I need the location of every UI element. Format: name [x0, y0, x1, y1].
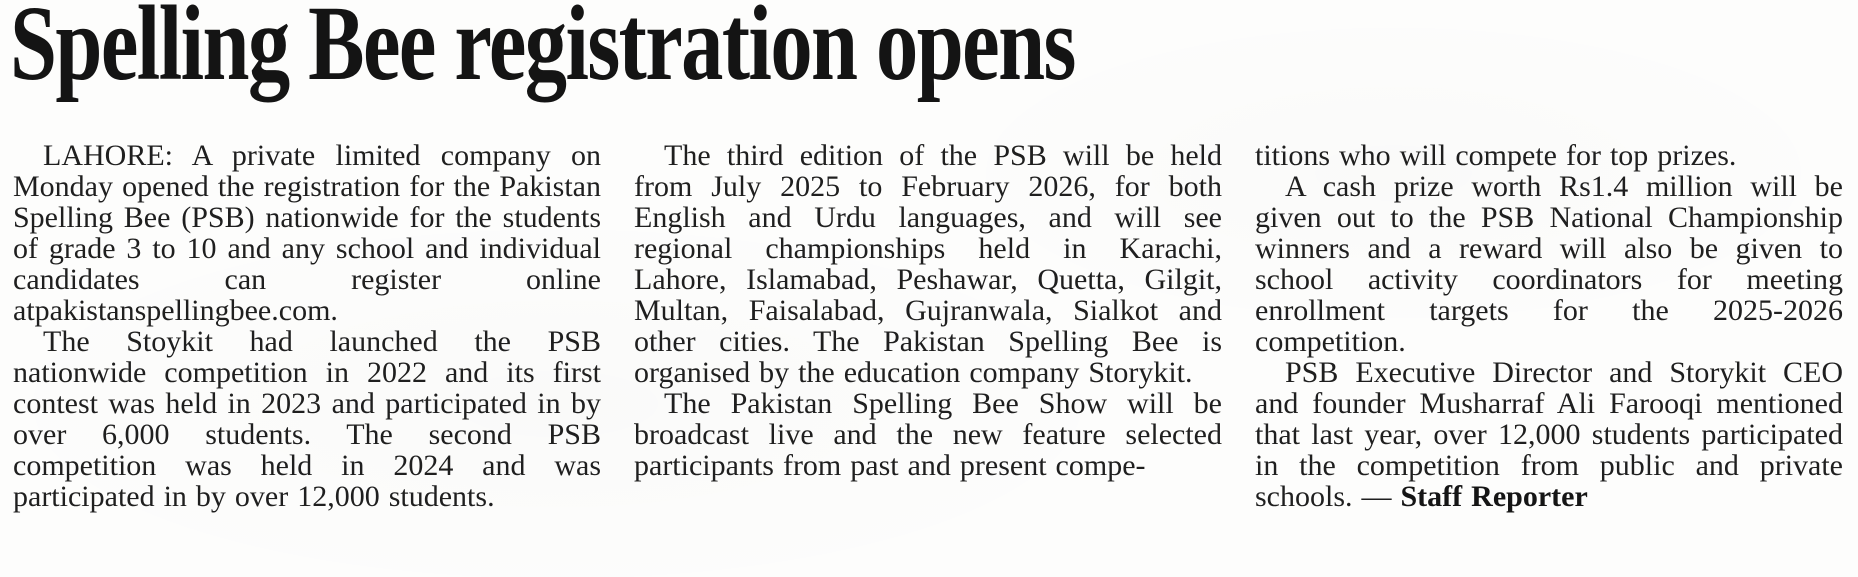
article-columns — [13, 140, 1843, 512]
article-column-3 — [1255, 140, 1843, 512]
article-paragraph: titions who will compete for top prizes. — [1255, 139, 1737, 172]
article-paragraph: LAHORE: A private limited company on Monday opened the registration for the Pakistan Spelling Bee (PSB) nationwide for the students of grade 3 to 10 and any school and individual candidates can register online atpakistanspellingbee.com. — [13, 139, 601, 327]
article-paragraph: PSB Executive Director and Storykit CEO and founder Musharraf Ali Farooqi mentioned that last year, over 12,000 students participated in the competition from public and private schools. — Staff Reporter — [1255, 356, 1843, 513]
article-paragraph: The Pakistan Spelling Bee Show will be broadcast live and the new feature selected participants from past and present compe- — [634, 387, 1222, 482]
article-column-1 — [13, 140, 601, 512]
byline-staff-reporter: Staff Reporter — [1400, 480, 1588, 513]
article-paragraph: The third edition of the PSB will be held from July 2025 to February 2026, for both English and Urdu languages, and will see regional championships held in Karachi, Lahore, Islamabad, Peshawar, Quetta, Gilgit, Multan, Faisalabad, Gujranwala, Sialkot and other cities. The Pakistan Spelling Bee is organised by the education company Storykit. — [634, 139, 1222, 389]
article-paragraph: The Stoykit had launched the PSB nationwide competition in 2022 and its first contest was held in 2023 and participated in by over 6,000 students. The second PSB competition was held in 2024 and was participated in by over 12,000 students. — [13, 325, 601, 513]
article-paragraph: A cash prize worth Rs1.4 million will be given out to the PSB National Championship winners and a reward will also be given to school activity coordinators for meeting enrollment targets for the 2025-2026 competition. — [1255, 170, 1843, 358]
article-column-2 — [634, 140, 1222, 512]
article-headline: Spelling Bee registration opens — [10, 0, 1075, 103]
